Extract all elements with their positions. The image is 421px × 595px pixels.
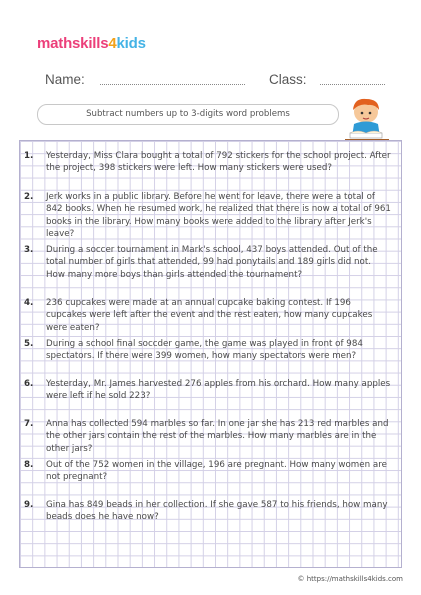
site-logo: [37, 35, 146, 52]
problem-number: 9.: [24, 500, 34, 510]
problem-text: Anna has collected 594 marbles so far. In one jar she has 213 red marbles and the other jars contain the rest of the marbles. How many marbles are in the other jars?: [46, 419, 389, 454]
problem-number: 1.: [24, 151, 34, 161]
logo-text-four: 4: [108, 35, 117, 52]
name-label: Name:: [45, 72, 85, 87]
name-field-line[interactable]: [100, 84, 245, 85]
problem-number: 4.: [24, 298, 34, 308]
problem-number: 7.: [24, 419, 34, 429]
name-class-row: [45, 72, 385, 90]
worksheet-title: Subtract numbers up to 3-digits word problems: [37, 104, 339, 125]
problem-text: Jerk works in a public library. Before he went for leave, there were a total of 842 books. When he resumed work, he realized that there is now a total of 961 books in the library. How many books were added to the library after Jerk's leave?: [46, 192, 391, 239]
problem-number: 5.: [24, 339, 34, 349]
problem-text: Yesterday, Miss Clara bought a total of 792 stickers for the school project. After the project, 398 stickers were left. How many stickers were used?: [46, 151, 391, 174]
class-label: Class:: [269, 72, 307, 87]
problem-number: 2.: [24, 192, 34, 202]
problem-text: Yesterday, Mr. James harvested 276 apples from his orchard. How many apples were left if he sold 223?: [46, 379, 391, 402]
problem-text: Out of the 752 women in the village, 196 are pregnant. How many women are not pregnant?: [46, 460, 387, 483]
problem-number: 8.: [24, 460, 34, 470]
problem-text: 236 cupcakes were made at an annual cupcake baking contest. If 196 cupcakes were left after the event and the rest eaten, how many cupcakes were eaten?: [46, 298, 373, 333]
problem-text: During a school final soccder game, the game was played in front of 984 spectators. If there were 399 women, how many spectators were men?: [46, 339, 363, 362]
copyright-footer: © https://mathskills4kids.com: [297, 575, 403, 583]
logo-text-kids: kids: [116, 35, 146, 52]
class-field-line[interactable]: [320, 84, 385, 85]
logo-text-main: mathskills: [37, 35, 109, 52]
problem-number: 6.: [24, 379, 34, 389]
problem-number: 3.: [24, 245, 34, 255]
problem-text: During a soccer tournament in Mark's school, 437 boys attended. Out of the total number of girls that attended, 99 had ponytails and 189 girls did not. How many more boys than girls attended the tournament?: [46, 245, 378, 280]
problem-text: Gina has 849 beads in her collection. If she gave 587 to his friends, how many beads does he have now?: [46, 500, 388, 523]
